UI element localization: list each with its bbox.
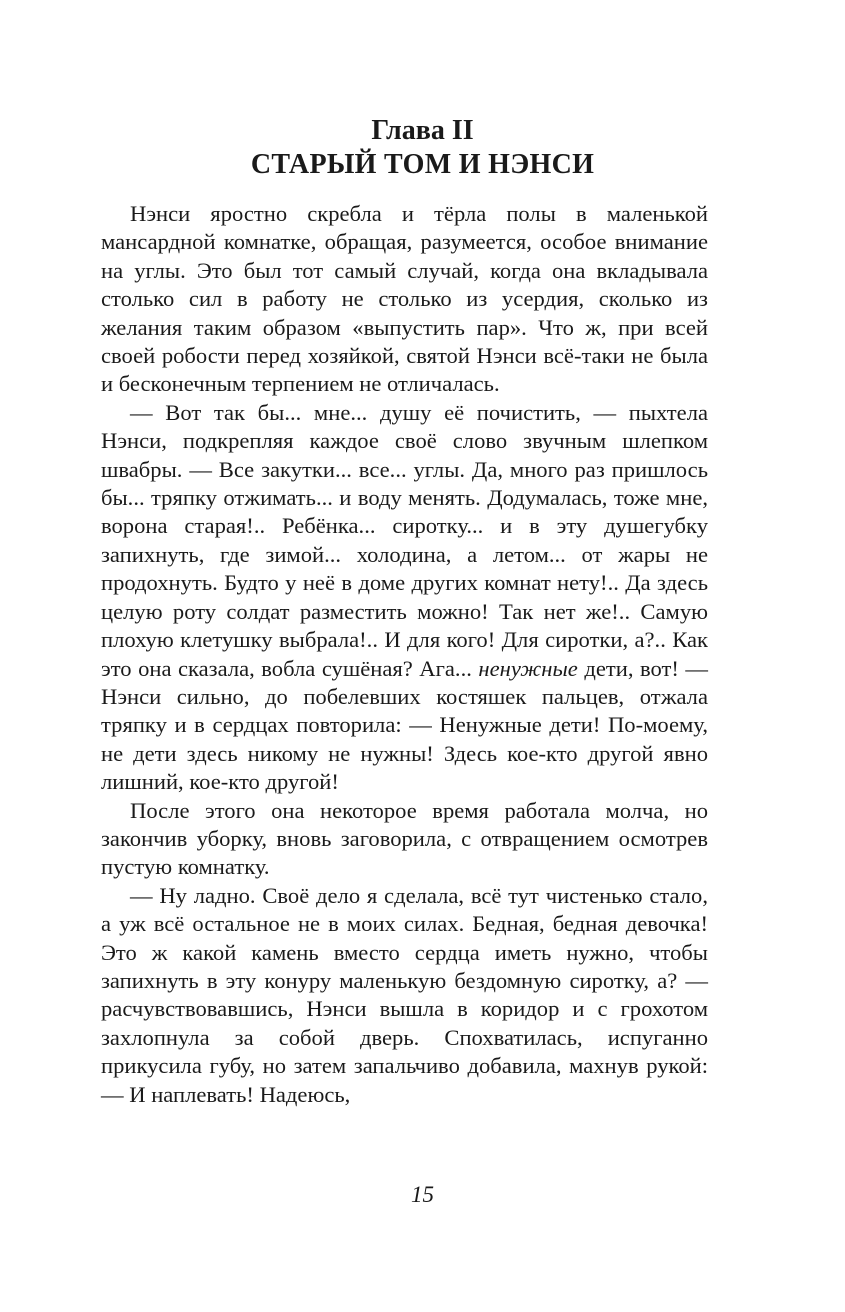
paragraph-4: — Ну ладно. Своё дело я сделала, всё тут чистенько стало, а уж всё остальное не в моих силах. Бедная, бедная девочка! Это ж какой камень вместо сердца иметь нужно, чтобы запихнуть в эту конуру маленькую бездомную сиротку, а? — расчувствовавшись, Нэнси вышла в коридор и с грохотом захлопнула за собой дверь. Спохватилась, испуганно прикусила губу, но затем запальчиво добавила, махнув рукой: — И наплевать! Надеюсь, bbox=[101, 882, 708, 1107]
chapter-body bbox=[101, 200, 708, 1109]
page-number: 15 bbox=[411, 1182, 434, 1207]
paragraph-1: Нэнси яростно скребла и тёрла полы в маленькой мансардной комнатке, обращая, разумеется, особое внимание на углы. Это был тот самый случай, когда она вкладывала столько сил в работу не столько из усердия, сколько из желания таким образом «выпустить пар». Что ж, при всей своей робости перед хозяйкой, святой Нэнси всё-таки не была и бесконечным терпением не отличалась. bbox=[101, 201, 708, 397]
paragraph-2-before: — Вот так бы... мне... душу её почистить, — пыхтела Нэнси, подкрепляя каждое своё слово звучным шлепком швабры. — Все закутки... все... углы. Да, много раз пришлось бы... тряпку отжимать... и воду менять. Додумалась, тоже мне, ворона старая!.. Ребёнка... сиротку... и в эту душегубку запихнуть, где зимой... холодина, а летом... от жары не продохнуть. Будто у неё в доме других комнат нету!.. Да здесь целую роту солдат разместить можно! Так нет же!.. Самую плохую клетушку выбрала!.. И для кого! Для сиротки, а?.. Как это она сказала, вобла сушёная? Ага... bbox=[101, 399, 708, 681]
emphasized-word: ненужные bbox=[478, 655, 578, 681]
paragraph-3: После этого она некоторое время работала молча, но закончив уборку, вновь заговорила, с отвращением осмотрев пустую комнатку. bbox=[101, 797, 708, 880]
chapter-number: Глава II bbox=[371, 115, 474, 146]
chapter-title: СТАРЫЙ ТОМ И НЭНСИ bbox=[250, 149, 595, 180]
paragraph-2-after: дети, вот! — Нэнси сильно, до побелевших костяшек пальцев, отжала тряпку и в сердцах повторила: — Ненужные дети! По-моему, не дети здесь никому не нужны! Здесь кое-кто другой явно лишний, кое-кто другой! bbox=[101, 655, 708, 795]
paragraph-2 bbox=[101, 399, 708, 797]
